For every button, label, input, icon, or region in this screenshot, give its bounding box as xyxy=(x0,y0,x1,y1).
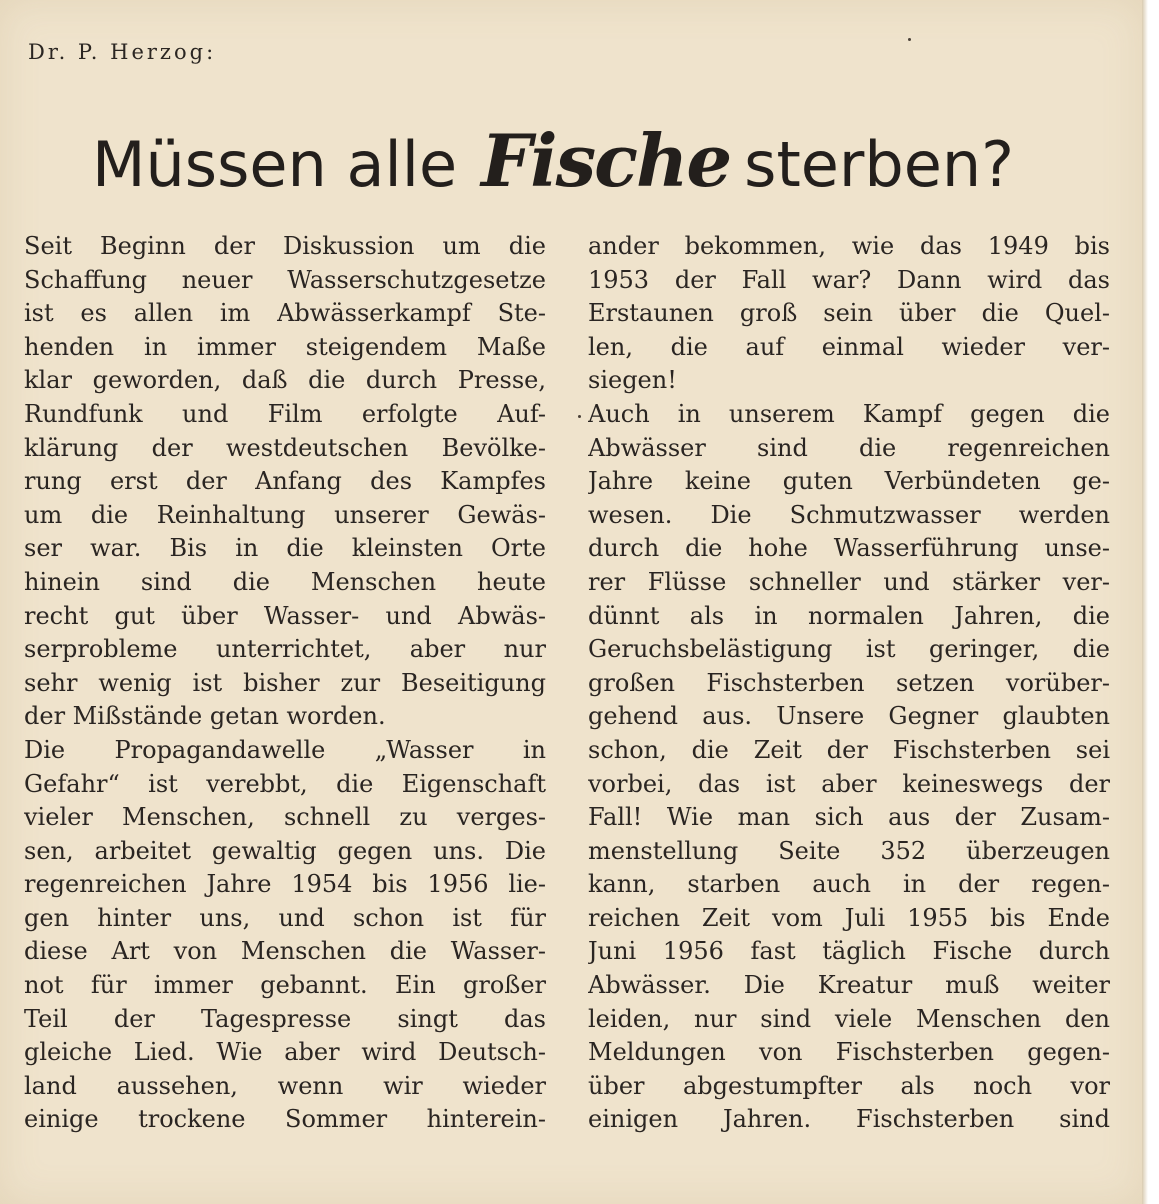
text-line: sen, arbeitet gewaltig gegen uns. Die xyxy=(24,836,546,865)
article-headline xyxy=(92,118,1092,203)
text-line: len, die auf einmal wieder ver- xyxy=(588,332,1110,361)
text-line: gehend aus. Unsere Gegner glaubten xyxy=(588,702,1110,731)
text-line: not für immer gebannt. Ein großer xyxy=(24,971,546,1000)
text-line: Abwässer sind die regenreichen xyxy=(588,433,1110,462)
text-line: Rundfunk und Film erfolgte Auf- xyxy=(24,399,546,428)
text-line: dünnt als in normalen Jahren, die xyxy=(588,601,1110,630)
text-line: henden in immer steigendem Maße xyxy=(24,332,546,361)
text-line: klärung der westdeutschen Bevölke- xyxy=(24,433,546,462)
text-line: vieler Menschen, schnell zu verges- xyxy=(24,803,546,832)
text-line: ser war. Bis in die kleinsten Orte xyxy=(24,534,546,563)
text-line: schon, die Zeit der Fischsterben sei xyxy=(588,735,1110,764)
text-line: Meldungen von Fischsterben gegen- xyxy=(588,1038,1110,1067)
text-line: serprobleme unterrichtet, aber nur xyxy=(24,635,546,664)
text-line: vorbei, das ist aber keineswegs der xyxy=(588,769,1110,798)
text-line: Schaffung neuer Wasserschutzgesetze xyxy=(24,265,546,294)
text-line: kann, starben auch in der regen- xyxy=(588,870,1110,899)
text-line: über abgestumpfter als noch vor xyxy=(588,1071,1110,1100)
text-line: rer Flüsse schneller und stärker ver- xyxy=(588,567,1110,596)
text-line: Auch in unserem Kampf gegen die xyxy=(588,399,1110,428)
text-line: leiden, nur sind viele Menschen den xyxy=(588,1004,1110,1033)
headline-highlight-word: Fische xyxy=(481,118,731,203)
text-line: hinein sind die Menschen heute xyxy=(24,567,546,596)
text-line: Erstaunen groß sein über die Quel- xyxy=(588,299,1110,328)
text-line: Geruchsbelästigung ist geringer, die xyxy=(588,635,1110,664)
text-line: Teil der Tagespresse singt das xyxy=(24,1004,546,1033)
headline-part-1: Müssen alle xyxy=(92,128,458,201)
text-line: durch die hohe Wasserführung unse- xyxy=(588,534,1110,563)
text-line: 1953 der Fall war? Dann wird das xyxy=(588,265,1110,294)
text-line: der Mißstände getan worden. xyxy=(24,702,386,731)
text-line: Die Propagandawelle „Wasser in xyxy=(24,735,546,764)
print-speck xyxy=(578,415,581,418)
text-line: wesen. Die Schmutzwasser werden xyxy=(588,500,1110,529)
text-line: diese Art von Menschen die Wasser- xyxy=(24,937,546,966)
article-column-left xyxy=(24,230,546,1137)
text-line: siegen! xyxy=(588,366,677,395)
text-line: gleiche Lied. Wie aber wird Deutsch- xyxy=(24,1038,546,1067)
text-line: regenreichen Jahre 1954 bis 1956 lie- xyxy=(24,870,546,899)
text-line: Jahre keine guten Verbündeten ge- xyxy=(588,467,1110,496)
text-line: menstellung Seite 352 überzeugen xyxy=(588,836,1110,865)
text-line: gen hinter uns, und schon ist für xyxy=(24,903,546,932)
article-column-right xyxy=(588,230,1110,1137)
text-line: ander bekommen, wie das 1949 bis xyxy=(588,232,1110,260)
text-line: Seit Beginn der Diskussion um die xyxy=(24,232,546,260)
text-line: land aussehen, wenn wir wieder xyxy=(24,1071,546,1100)
headline-part-2: sterben? xyxy=(744,128,1015,201)
text-line: einigen Jahren. Fischsterben sind xyxy=(588,1105,1110,1134)
text-line: großen Fischsterben setzen vorüber- xyxy=(588,668,1110,697)
text-line: sehr wenig ist bisher zur Beseitigung xyxy=(24,668,546,697)
text-line: rung erst der Anfang des Kampfes xyxy=(24,467,546,496)
text-line: Abwässer. Die Kreatur muß weiter xyxy=(588,971,1110,1000)
print-speck xyxy=(908,38,911,41)
text-line: ist es allen im Abwässerkampf Ste- xyxy=(24,299,546,328)
author-byline: Dr. P. Herzog: xyxy=(28,40,217,64)
text-line: reichen Zeit vom Juli 1955 bis Ende xyxy=(588,903,1110,932)
text-line: Juni 1956 fast täglich Fische durch xyxy=(588,937,1110,966)
text-line: Gefahr“ ist verebbt, die Eigenschaft xyxy=(24,769,546,798)
scan-edge xyxy=(1142,0,1159,1204)
text-line: einige trockene Sommer hinterein- xyxy=(24,1105,546,1134)
text-line: recht gut über Wasser- und Abwäs- xyxy=(24,601,546,630)
text-line: klar geworden, daß die durch Presse, xyxy=(24,366,546,395)
text-line: Fall! Wie man sich aus der Zusam- xyxy=(588,803,1110,832)
text-line: um die Reinhaltung unserer Gewäs- xyxy=(24,500,546,529)
